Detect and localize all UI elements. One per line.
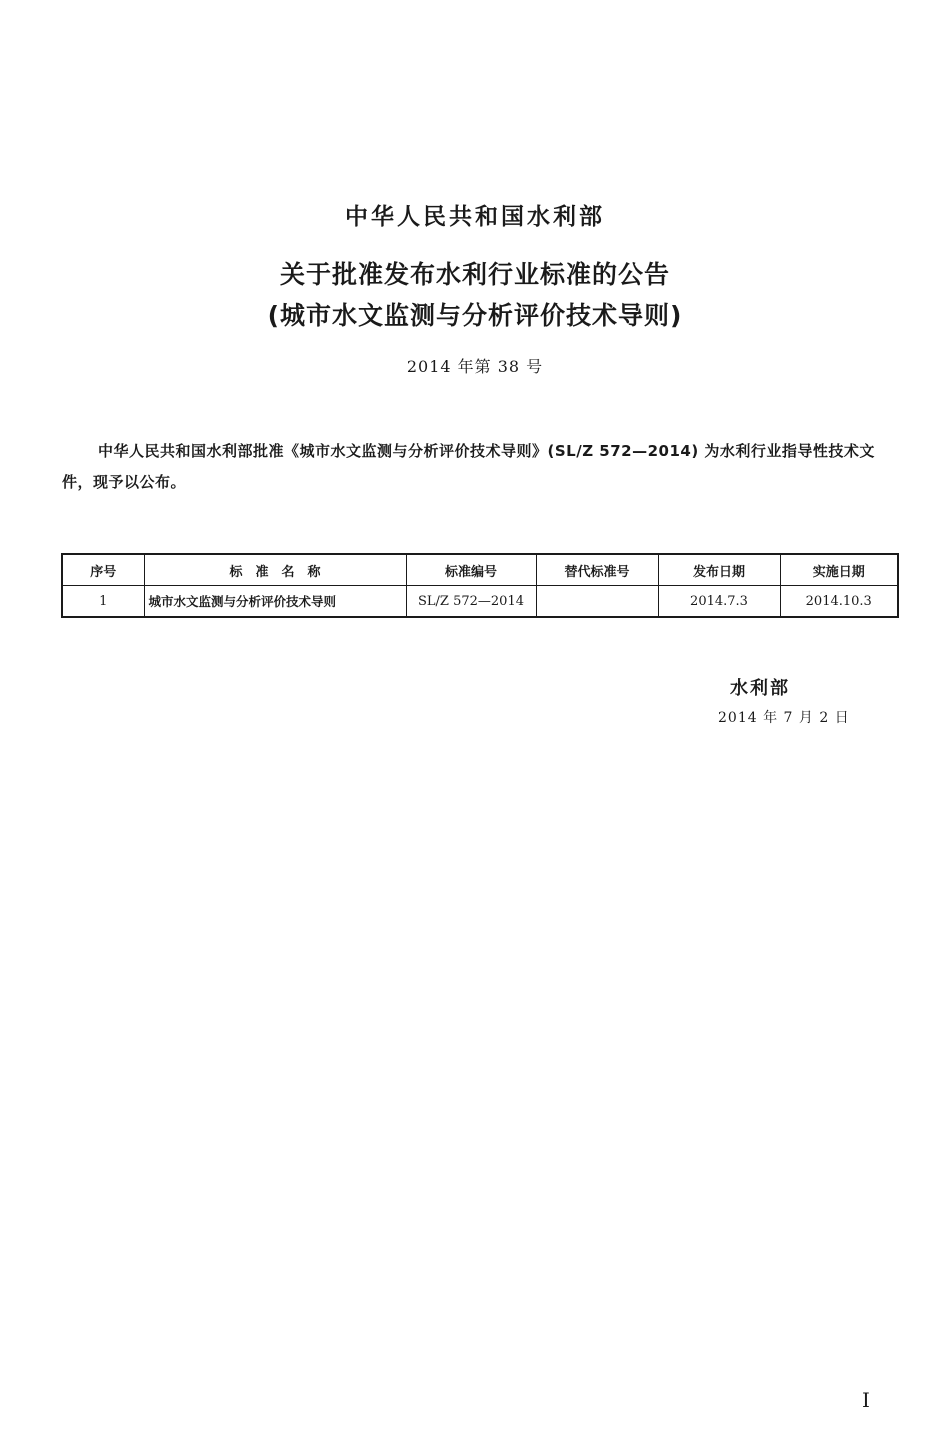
header-seq: 序号 [62,554,144,586]
table-header-row [62,554,898,586]
signer: 水利部 [730,678,790,699]
header-issued: 发布日期 [658,554,780,586]
announcement-paragraph: 中华人民共和国水利部批准《城市水文监测与分析评价技术导则》(SL/Z 572—2014) 为水利行业指导性技术文件，现予以公布。 [62,442,875,491]
cell-effective: 2014.10.3 [780,586,898,618]
issuing-ministry: 中华人民共和国水利部 [345,204,605,230]
header-effective: 实施日期 [780,554,898,586]
cell-name: 城市水文监测与分析评价技术导则 [144,586,406,618]
header-name: 标 准 名 称 [144,554,406,586]
standards-table [61,553,899,618]
cell-code: SL/Z 572—2014 [406,586,536,618]
cell-replaced [536,586,658,618]
page-number: I [862,1388,870,1412]
announcement-title: 关于批准发布水利行业标准的公告 [279,260,670,289]
document-number: 2014 年第 38 号 [406,357,544,376]
signature-date: 2014 年 7 月 2 日 [718,710,850,726]
header-replaced: 替代标准号 [536,554,658,586]
header-code: 标准编号 [406,554,536,586]
cell-issued: 2014.7.3 [658,586,780,618]
announcement-subtitle: (城市水文监测与分析评价技术导则) [267,301,683,330]
cell-seq: 1 [62,586,144,618]
table-row [62,586,898,618]
